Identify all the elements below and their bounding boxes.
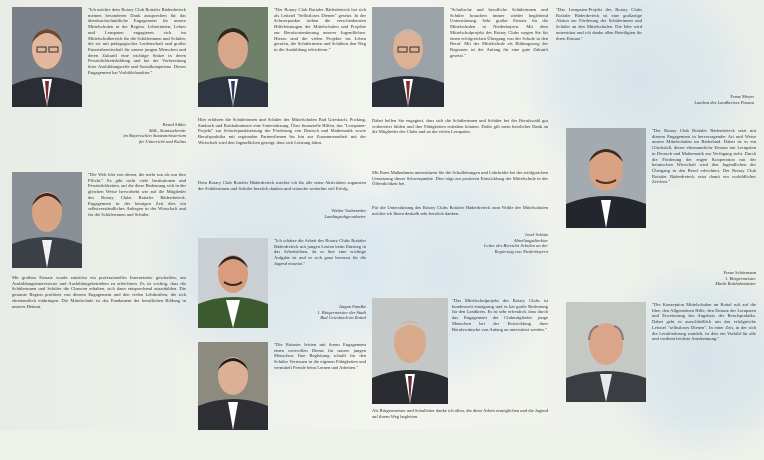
signature-title: Regierung von Niederbayern — [494, 248, 548, 254]
signature-name: Franz Meyer — [730, 94, 754, 99]
signature-schuetz — [400, 232, 548, 258]
signature-meyer — [556, 94, 754, 108]
portrait-photo-official — [198, 342, 268, 430]
portrait-photo-schoermann — [566, 128, 646, 228]
portrait-photo-taubeneder — [12, 172, 82, 268]
signature-title: für Unterricht und Kultus — [138, 138, 186, 144]
article-column-3: Dabei helfen Sie engagiert, dass sich die Schülerinnen und Schüler bei der Berufswahl gut vorbereitet fühlen und ihre Fähigkeiten entfalten können. Dafür gilt mein herzlicher Dank an die Mitglieder des Clubs und an die vielen Lernpaten. — [372, 118, 548, 135]
portrait-photo-meyer — [372, 7, 444, 107]
portrait-photo-fundke — [198, 238, 268, 328]
quote-official: "Die Rotarier leisten mit ihrem Engagement einen wertvollen Dienst für unsere jungen Menschen. Ihre Begleitung schafft für den Schüler Vertrauen in die eigenen Fähigkeiten und vermittelt Freude beim Lernen und Arbeiten." — [274, 342, 366, 370]
article-column-2-end: Dem Rotary Club Rottaler Bäderdreieck möchte ich für alle seine Aktivitäten zugunsten der Schülerinnen und Schüler herzlich danken und wünsche weiterhin viel Erfolg. — [198, 180, 366, 191]
signature-fundke — [270, 304, 366, 328]
portrait-photo-schuetz — [198, 7, 268, 107]
signature-sibler — [30, 122, 186, 158]
signature-taubeneder — [228, 208, 366, 222]
article-column-2: Hier erfahren die Schülerinnen und Schüler der Mittelschulen Bad Griesbach, Pocking, Simbach und Rotthalmünster eine Unterstützung. Über finanzielle Hilfen, das "Lernpaten-Projekt" zur Schwerpunktsetzung der Förderung von Deutsch und Mathematik sowie Berufspraktika mit regionalen Partnerfirmen bis hin zur Zusammenarbeit mit der Wirtschaft wird den Jugendlichen gezeigt, dass sich Leistung lohnt. — [198, 117, 366, 145]
signature-title: MdL, Staatssekretär — [148, 127, 186, 133]
quote-schuetz: "Der Rotary Club Rottaler Bäderdreieck hat sich als Leitziel "Selbstloses Dienen" gesetzt. In der Schwerpunkte stehen die verschiedensten Hilfeleistungen der Mittelschulen und Projekte zur Berufsorientierung unserer Jugendlichen. Hierzu sind die vielen Projekte ins Leben gerufen, die Schülerinnen und Schülern den Weg in die Ausbildung erleichtern." — [274, 7, 366, 52]
article-column-3-thanks: Für die Unterstützung des Rotary Clubs Rottaler Bäderdreieck zum Wohle der Mittelschulen möchte ich Ihnen deshalb sehr herzlich danken. — [372, 205, 548, 216]
signature-name: Josef Schütz — [524, 232, 548, 237]
quote-meyer: "Schulische und berufliche Schülerinnen und Schüler brauchen immer wieder begleitend Unterstützung. Sehr großer Einsatz für die Mittelschulen in Niederbayern. Mit dem Mittelschulprojekt des Rotary Clubs sorgen Sie für einen erfolgreichen Übergang von der Schule in den Beruf. Mit der Mittelschule als Bildungsweg der Regionen ist der Anfang für eine gute Zukunft gesetzt." — [450, 7, 548, 58]
signature-name: Jürgen Fundke — [338, 304, 366, 309]
quote-taubeneder: "Die Welt lebt von denen, die mehr tun als nur ihre Pflicht." Es gibt nicht viele Institutionen und Persönlichkeiten, auf die diese Bedeutung sich in der gleichen Weise hervorhebt wie auf die Mitglieder des Rotary Clubs Rottaler Bäderdreieck. Engagement in der heutigen Zeit dies ein selbstverständliches Anliegen in der Wirtschaft und für die Schülerinnen und Schüler. — [88, 172, 186, 217]
signature-title: Markt Rotthalmünster — [715, 281, 756, 287]
signature-name: Franz Schörmann — [723, 270, 756, 275]
signature-title: Landrat des Landkreises Passau — [694, 99, 754, 105]
signature-title: Leiter des Bereichs Schulen an der — [484, 243, 548, 249]
signature-title: 1. Bürgermeister — [725, 275, 756, 281]
quote-mayor: "Das Mittelschulprojekt des Rotary Clubs ist bundesweit einzigartig und es hat große Bedeutung für den Landkreis. Es ist sehr erfreulich, dass durch das Engagement der Clubmitglieder junge Menschen bei der Entwicklung ihrer Berufswünsche von Anfang an unterstützt werden." — [452, 298, 548, 332]
quote-meyer-short: "Das Lernpaten-Projekt des Rotary Clubs Rottaler Bäderdreieck ist eine großartige Aktion zur Förderung der Schülerinnen und Schüler an den Mittelschulen. Die Idee wird unterstützt und ich danke allen Beteiligten für ihren Einsatz." — [556, 7, 642, 41]
portrait-photo-sibler — [12, 7, 82, 107]
portrait-photo-bald-man — [566, 302, 646, 402]
portrait-photo-mayor — [372, 298, 448, 404]
signature-title: Landtagsabgeordneter — [324, 213, 366, 219]
signature-name: Walter Taubeneder — [331, 208, 366, 213]
quote-schoermann: "Der Rotary Club Rottaler Bäderdreieck setzt mit diesem Engagement in hervorragender Art und Weise unsere Mittelschulen im Bäderland. Dabei ist es ein Glücksfall, dieser ehrenamtliche Einsatz mit Lernpaten in Deutsch und Mathematik zur Verfügung steht. Durch die Förderung der engen Kooperation mit der heimischen Wirtschaft wird den Jugendlichen der Übergang in den Beruf erleichtert. Der Rotary Club Rottaler Bäderdreieck setzt damit ein vorbildliches Zeichen." — [652, 128, 756, 185]
signature-name: Bernd Sibler — [162, 122, 186, 127]
article-column-3-end: Als Bürgermeister und Schulleiter danke ich allen, die diese Arbeit ermöglichen und die Jugend auf ihrem Weg begleiten. — [372, 408, 548, 419]
signature-schoermann — [600, 270, 756, 292]
signature-title: 1. Bürgermeister der Stadt — [317, 309, 366, 315]
article-column-1: Mit großem Einsatz wurde zunächst ein professionelles Internetseite geschaffen, um Ausbildungsinteressierte und Ausbildungsbetrieben zu erleichtern. Es ist wichtig, dass die Schülerinnen und Schüler die Chancen erhalten, sich dann entsprechend auszubilden. Die gesamte Region profitiert von diesem Engagement und den vielen Lehrkräften, die sich ehrenamtlich einbringen. Die Mittelschule ist das Fundament der beruflichen Bildung in unserer Heimat. — [12, 275, 186, 309]
quote-konzeption: "Die Konzeption Mittelschulen im Rottal ruft auf die Idee, den Allgemeinen Hilfe, den Einsatz der Lernpaten und Erweiterung des Angebots der Berufspraktika. Dabei geht es ausschließlich um das erfolgreiche Leitziel "selbstloses Dienen". In einer Zeit, in der sich die Lernförderung wandelt, ist dies ein Vorbild für alle und verdient höchste Anerkennung." — [652, 302, 756, 342]
signature-title: Abteilungsdirektor — [513, 237, 548, 243]
signature-title: im Bayerischen Staatsministerium — [123, 133, 186, 139]
article-column-3-mid: Mit Ihren Maßnahmen unterstützen Sie die Schulleitungen und Lehrkräfte bei der erfolgreichen Umsetzung dieser Schwerpunkte. Dies trägt zur positiven Entwicklung der Mittelschule in der Öffentlichkeit bei. — [372, 170, 548, 187]
quote-fundke: "Ich schätze die Arbeit des Rotary Clubs Rottaler Bäderdreieck mit jungen Leuten beim Einstieg in das Arbeitsleben, da es hier eine wichtige Aufgabe ist und es sich ganz bewusst für die Jugend einsetzt." — [274, 238, 366, 266]
quote-sibler: "Ich möchte dem Rotary Club Rottaler Bäderdreieck meinen besonderen Dank aussprechen für das überdurchschnittliche Engagement für unsere Mittelschulen in der Region. Lehrerinnen, Lehrer und Lernpaten engagieren sich im Mittelschulbereich für die Schülerinnen und Schüler, die sie mit pädagogischer Leidenschaft und großer Einsatzbereitschaft für unsere jungen Menschen und deren Zukunft eine wichtige Stütze in deren Persönlichkeitsbildung und bei der Vorbereitung ihrer Ausbildungsreife und Sozialkompetenz. Dieses Engagement hat Vorbildcharakter." — [88, 7, 186, 75]
signature-title: Bad Griesbach im Rottal — [320, 315, 366, 321]
